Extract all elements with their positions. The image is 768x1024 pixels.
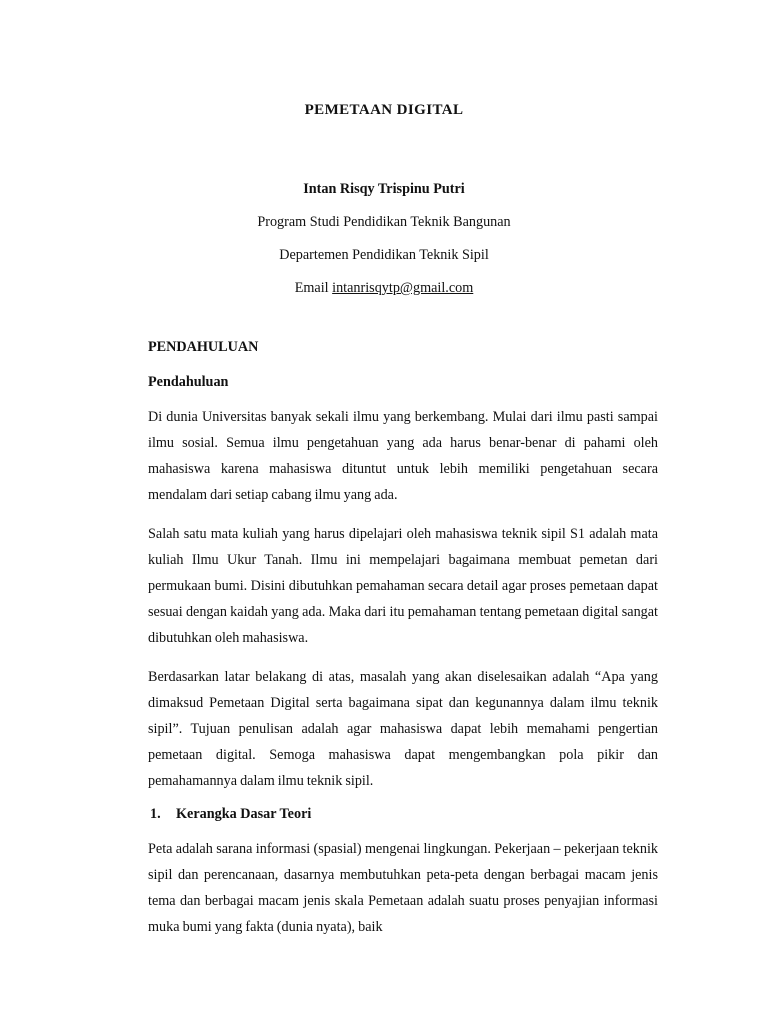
paragraph: Berdasarkan latar belakang di atas, masalah yang akan diselesaikan adalah “Apa yang dimaksud Pemetaan Digital serta bagaimana sipat dan kegunannya dalam ilmu teknik sipil”. Tujuan penulisan adalah agar mahasiswa dapat lebih memahami pengertian pemetaan digital. Semoga mahasiswa dapat mengembangkan pola pikir dan pemahamannya dalam ilmu teknik sipil. (148, 669, 658, 789)
document-title: PEMETAAN DIGITAL (304, 102, 464, 118)
paragraph: Salah satu mata kuliah yang harus dipelajari oleh mahasiswa teknik sipil S1 adalah mata kuliah Ilmu Ukur Tanah. Ilmu ini mempelajari bagaimana membuat pemetan dari permukaan bumi. Disini dibutuhkan pemahaman secara detail agar proses pemetaan dapat sesuai dengan kaidah yang ada. Maka dari itu pemahaman tentang pemetaan digital sangat dibutuhkan oleh mahasiswa. (148, 526, 658, 646)
numbered-heading-theory (148, 806, 658, 823)
document-body (148, 339, 658, 940)
study-program: Program Studi Pendidikan Teknik Bangunan (257, 214, 511, 230)
heading-number: 1. (150, 806, 161, 822)
email-link[interactable]: intanrisqytp@gmail.com (332, 280, 474, 296)
paragraph: Di dunia Universitas banyak sekali ilmu yang berkembang. Mulai dari ilmu pasti sampai ilmu sosial. Semua ilmu pengetahuan yang ada harus benar-benar di pahami oleh mahasiswa karena mahasiswa dituntut untuk lebih memiliki pengetahuan secara mendalam dari setiap cabang ilmu yang ada. (148, 409, 658, 503)
email-label: Email (294, 280, 329, 296)
heading-text: Kerangka Dasar Teori (176, 806, 312, 822)
section-heading-introduction: PENDAHULUAN (148, 339, 259, 355)
title-block (0, 102, 768, 297)
department: Departemen Pendidikan Teknik Sipil (279, 247, 489, 263)
email-line (0, 280, 768, 297)
paragraph: Peta adalah sarana informasi (spasial) mengenai lingkungan. Pekerjaan – pekerjaan teknik sipil dan perencanaan, dasarnya membutuhkan peta-peta dengan berbagai macam jenis tema dan berbagai macam jenis skala Pemetaan adalah suatu proses penyajian informasi muka bumi yang fakta (dunia nyata), baik (148, 841, 658, 935)
subheading-introduction: Pendahuluan (148, 374, 229, 390)
author-name: Intan Risqy Trispinu Putri (303, 181, 465, 197)
